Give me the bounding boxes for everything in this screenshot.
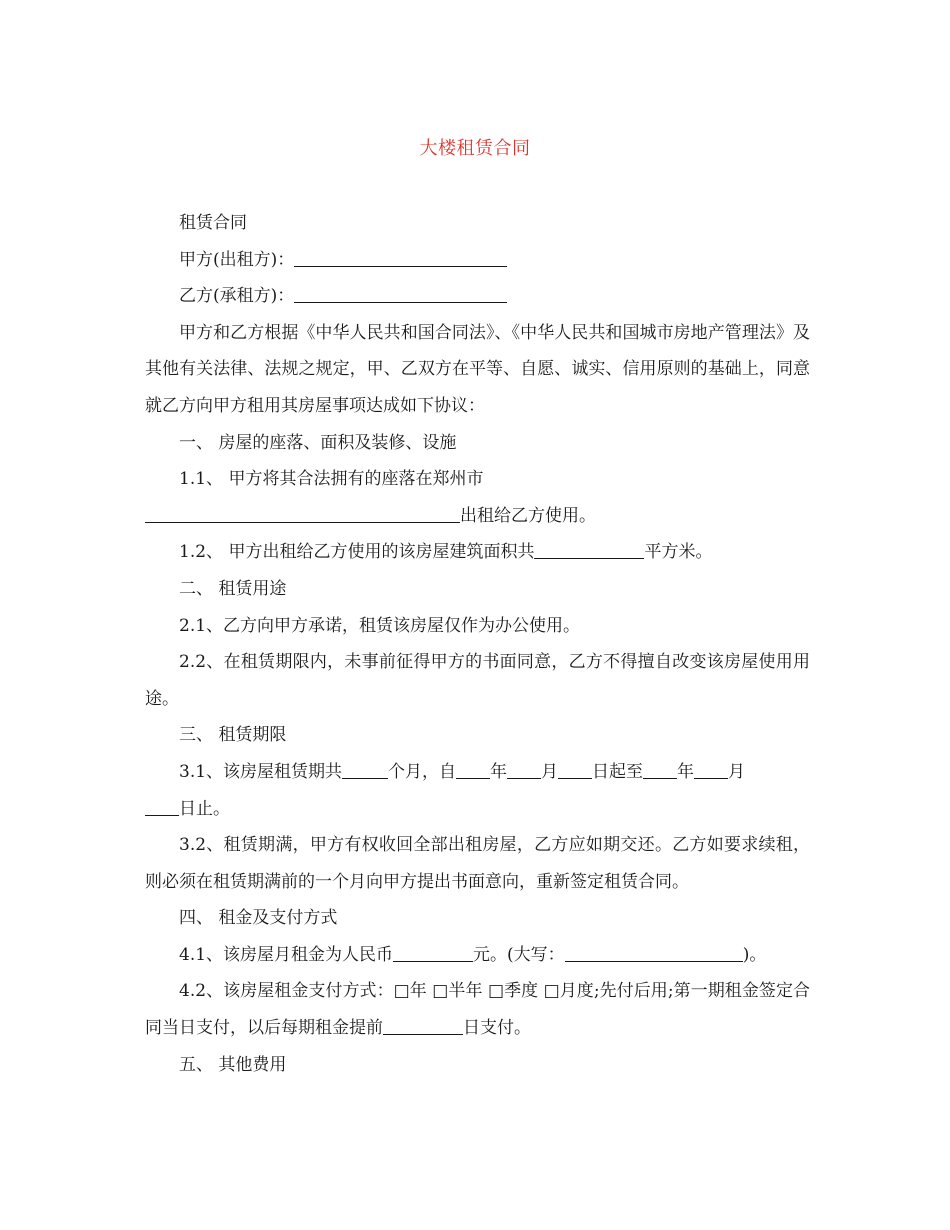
clause-1-2-unit: 平方米。 [644, 542, 713, 563]
clause-3-1-to: 日起至 [592, 761, 644, 782]
paragraph-preamble: 甲方和乙方根据《中华人民共和国合同法》、《中华人民共和国城市房地产管理法》及其他有关法律、法规之规定，甲、乙双方在平等、自愿、诚实、信用原则的基础上，同意就乙方向甲方租用其房屋事项达成如下协议： [145, 322, 810, 416]
clause-1-1-tail: 出租给乙方使用。 [460, 505, 596, 526]
section-4-heading: 四、 租金及支付方式 [179, 908, 338, 929]
clause-4-1-capital: 元。(大写： [473, 944, 565, 965]
party-b-label: 乙方(承租方)： [179, 286, 295, 307]
section-5-heading: 五、 其他费用 [179, 1054, 287, 1075]
clause-2-1: 2.1、乙方向甲方承诺，租赁该房屋仅作为办公使用。 [179, 615, 581, 636]
section-1-heading: 一、 房屋的座落、面积及装修、设施 [179, 432, 457, 453]
document-body [145, 205, 810, 1083]
document-title: 大楼租赁合同 [419, 138, 531, 159]
clause-3-1-end: 日止。 [179, 798, 230, 819]
section-2-heading: 二、 租赁用途 [179, 578, 287, 599]
clause-2-2: 2.2、在租赁期限内，未事前征得甲方的书面同意，乙方不得擅自改变该房屋使用用途。 [145, 652, 810, 709]
clause-3-1-month: 月 [541, 761, 559, 782]
section-3-heading: 三、 租赁期限 [179, 725, 287, 746]
paragraph-party-a [145, 242, 810, 279]
clause-4-2 [145, 973, 810, 1046]
clause-1-2-text: 1.2、 甲方出租给乙方使用的该房屋建筑面积共 [179, 542, 535, 563]
party-a-label: 甲方(出租方)： [179, 249, 295, 270]
clause-4-1 [145, 937, 810, 974]
clause-3-2: 3.2、租赁期满，甲方有权收回全部出租房屋，乙方应如期交还。乙方如要求续租，则必须在租赁期满前的一个月向甲方提出书面意向，重新签定租赁合同。 [145, 835, 810, 892]
clause-3-1-year: 年 [490, 761, 508, 782]
clause-1-2 [145, 534, 810, 571]
rent-amount-blank [393, 944, 473, 962]
advance-days-blank [383, 1017, 463, 1035]
end-month-blank [694, 761, 728, 779]
clause-3-1-year-2: 年 [677, 761, 695, 782]
clause-1-1: 1.1、 甲方将其合法拥有的座落在郑州市 [179, 469, 484, 490]
end-day-blank [145, 798, 179, 816]
months-blank [342, 761, 388, 779]
party-b-blank [294, 285, 507, 303]
clause-1-1-continued [145, 498, 810, 535]
clause-4-1-close: )。 [742, 944, 767, 965]
end-year-blank [643, 761, 677, 779]
address-blank [145, 505, 460, 523]
start-day-blank [558, 761, 592, 779]
paragraph-heading-contract: 租赁合同 [179, 213, 247, 233]
party-a-blank [294, 249, 507, 267]
start-month-blank [507, 761, 541, 779]
clause-3-1-text: 3.1、该房屋租赁期共 [179, 761, 343, 782]
clause-4-2-tail: 日支付。 [463, 1018, 531, 1039]
area-blank [534, 541, 644, 559]
clause-3-1 [145, 754, 810, 791]
clause-3-1-month-2: 月 [728, 761, 746, 782]
rent-capital-blank [565, 944, 743, 962]
clause-3-1-continued [145, 791, 810, 828]
clause-3-1-from: 个月，自 [388, 761, 457, 782]
start-year-blank [456, 761, 490, 779]
paragraph-party-b [145, 278, 810, 315]
clause-4-1-text: 4.1、该房屋月租金为人民币 [179, 944, 394, 965]
clause-4-2-text: 4.2、该房屋租金支付方式：□年 □半年 □季度 □月度;先付后用;第一期租金签定合同当日支付，以后每期租金提前 [145, 981, 810, 1039]
